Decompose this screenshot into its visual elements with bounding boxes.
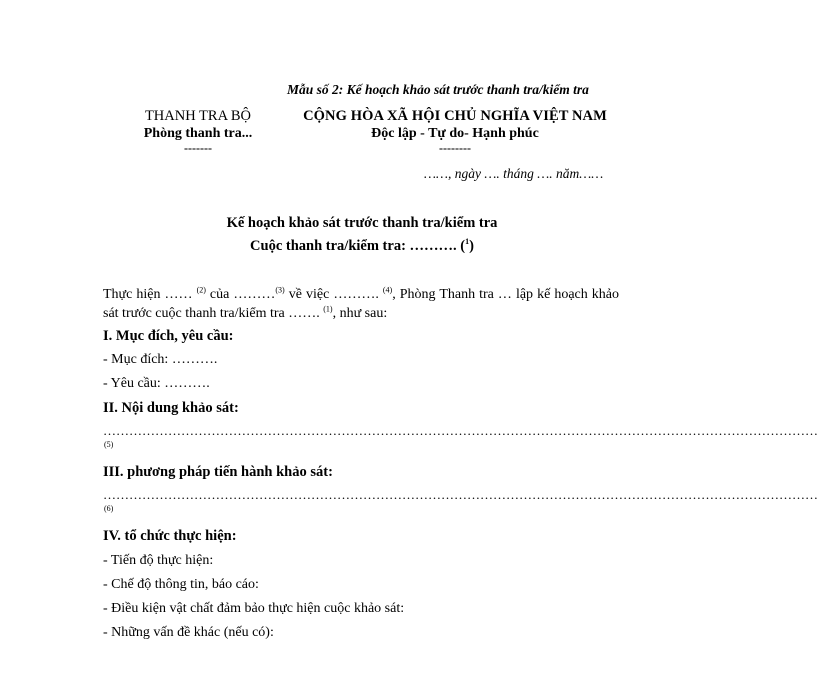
inspection-name [12, 238, 712, 255]
requirement-item: - Yêu cầu: ………. [103, 376, 210, 391]
state-name: CỘNG HÒA XÃ HỘI CHỦ NGHĨA VIỆT NAM [303, 108, 607, 124]
intro-part-4: , Phòng Thanh tra … lập kế hoạch khảo sát trước cuộc thanh tra/kiểm tra ……. [103, 287, 619, 321]
state-separator: -------- [439, 141, 471, 155]
intro-part-1: Thực hiện …… [103, 287, 197, 302]
agency-separator: ------- [184, 141, 212, 155]
inspection-name-text: Cuộc thanh tra/kiểm tra: ………. ( [250, 238, 466, 254]
resources-item: - Điều kiện vật chất đảm bảo thực hiện cuộc khảo sát: [103, 601, 405, 616]
schedule-item: - Tiến độ thực hiện: [103, 553, 214, 568]
section-2-heading: II. Nội dung khảo sát: [103, 400, 239, 416]
state-block [290, 108, 620, 155]
reporting-item: - Chế độ thông tin, báo cáo: [103, 577, 259, 592]
document-title: Kế hoạch khảo sát trước thanh tra/kiểm tra [226, 215, 498, 231]
intro-part-5: , như sau: [332, 306, 388, 321]
agency-department: Phòng thanh tra... [143, 126, 253, 141]
date-line: ……, ngày …. tháng …. năm…… [424, 166, 604, 181]
section-3-note: (6) [104, 504, 114, 513]
agency-name: THANH TRA BỘ [144, 108, 252, 124]
intro-note-2: (2) [196, 285, 206, 295]
section-2-dots: ………………………………………………………………………………………………………………………………………………… [103, 423, 818, 438]
intro-paragraph [103, 285, 619, 323]
section-3-dots: ………………………………………………………………………………………………………………………………………………… [103, 487, 818, 502]
inspection-name-end: ) [469, 238, 474, 254]
intro-part-2: của ……… [205, 287, 276, 302]
form-number: Mẫu số 2: Kế hoạch khảo sát trước thanh tra/kiểm tra [287, 82, 589, 97]
section-1-heading: I. Mục đích, yêu cầu: [103, 328, 234, 344]
state-motto: Độc lập - Tự do- Hạnh phúc [371, 126, 539, 141]
intro-note-4: (4) [382, 285, 393, 295]
intro-note-1: (1) [323, 304, 333, 314]
agency-block [118, 108, 278, 155]
section-3-heading: III. phương pháp tiến hành khảo sát: [103, 464, 333, 480]
section-2-note: (5) [104, 440, 114, 449]
section-4-heading: IV. tổ chức thực hiện: [103, 528, 237, 544]
inspection-name-note: 1 [465, 237, 470, 247]
other-issues-item: - Những vấn đề khác (nếu có): [103, 625, 274, 640]
purpose-item: - Mục đích: ………. [103, 352, 218, 367]
intro-part-3: về việc ………. [284, 287, 383, 302]
intro-note-3: (3) [275, 285, 285, 295]
